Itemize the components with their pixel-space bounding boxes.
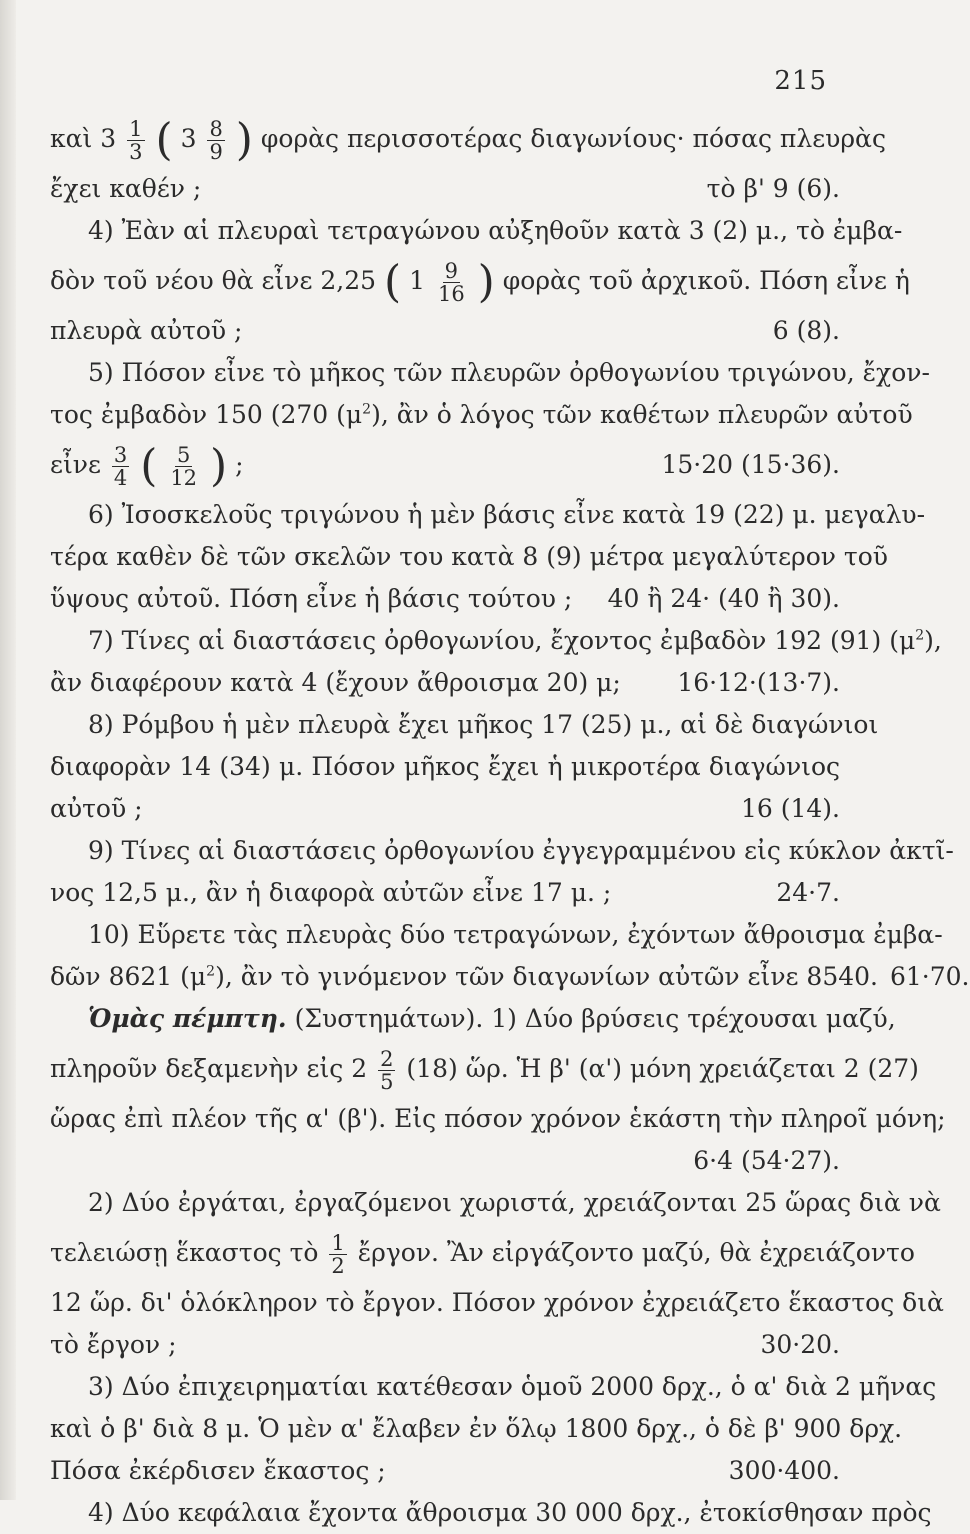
open-parenthesis: ( — [383, 256, 402, 308]
text-fragment: τος ἐμβαδὸν 150 (270 (μ — [50, 400, 363, 429]
close-parenthesis: ) — [210, 440, 228, 492]
line-text: τὸ ἔργον ; — [50, 1330, 177, 1359]
fraction-numerator: 1 — [331, 1231, 345, 1255]
fraction — [112, 444, 129, 489]
line-text: πλευρὰ αὐτοῦ ; — [50, 316, 243, 345]
text-line-19: 10) Εὕρετε τὰς πλευρὰς δύο τετραγώνων, ἐχόντων ἄθροισμα ἐμβα- — [88, 920, 943, 949]
section-heading: Ὁμὰς πέμπτη. — [88, 1004, 287, 1033]
text-line-1 — [50, 110, 886, 168]
line-text: Πόσα ἐκέρδισεν ἕκαστος ; — [50, 1456, 386, 1485]
text-fragment: ), ἂν τὸ γινόμενον τῶν διαγωνίων αὐτῶν εἶνε 8540. — [215, 962, 878, 991]
text-fragment: (18) ὥρ. Ἡ β' (α') μόνη χρειάζεται 2 (27) — [406, 1054, 919, 1083]
open-parenthesis: ( — [140, 440, 158, 492]
answer-text: 61·70. — [889, 962, 970, 991]
text-line-26 — [50, 1224, 915, 1282]
text-line-11 — [50, 578, 840, 620]
fraction-denominator: 2 — [331, 1254, 345, 1278]
text-line-30: καὶ ὁ β' διὰ 8 μ. Ὁ μὲν α' ἔλαβεν ἐν ὅλῳ 1800 δρχ., ὁ δὲ β' 900 δρχ. — [50, 1414, 903, 1443]
answer-text: 15·20 (15·36). — [661, 450, 840, 479]
text-line-32: 4) Δύο κεφάλαια ἔχοντα ἄθροισμα 30 000 δρχ., ἐτοκίσθησαν πρὸς — [88, 1498, 932, 1527]
text-line-8 — [50, 436, 840, 494]
text-line-24 — [50, 1140, 840, 1182]
superscript: 2 — [362, 401, 372, 418]
text-line-2 — [50, 168, 840, 210]
answer-text: 300·400. — [728, 1456, 840, 1485]
superscript: 2 — [915, 627, 925, 644]
text-fragment: 7) Τίνες αἱ διαστάσεις ὀρθογωνίου, ἔχοντος ἐμβαδὸν 192 (91) (μ — [88, 626, 916, 655]
page-body — [50, 110, 970, 1534]
answer-text: 30·20. — [760, 1330, 840, 1359]
fraction-denominator: 4 — [113, 466, 128, 490]
line-text: ἂν διαφέρουν κατὰ 4 (ἔχουν ἄθροισμα 20) μ; — [50, 668, 621, 697]
text-fragment: ἔργον. Ἂν εἰργάζοντο μαζύ, θὰ ἐχρειάζοντο — [357, 1238, 915, 1267]
text-line-10: τέρα καθὲν δὲ τῶν σκελῶν του κατὰ 8 (9) μέτρα μεγαλύτερον τοῦ — [50, 542, 889, 571]
text-line-28 — [50, 1324, 840, 1366]
text-line-17: 9) Τίνες αἱ διαστάσεις ὀρθογωνίου ἐγγεγραμμένου εἰς κύκλον ἀκτῖ- — [88, 836, 954, 865]
fraction-denominator: 16 — [437, 282, 465, 306]
fraction — [329, 1232, 346, 1277]
text-fragment: 3 — [180, 124, 197, 153]
text-line-4 — [50, 252, 910, 310]
text-fragment: εἶνε — [50, 450, 101, 479]
close-parenthesis: ) — [477, 256, 495, 308]
superscript: 2 — [206, 963, 216, 980]
answer-text: 16·12·(13·7). — [677, 668, 840, 697]
text-line-27: 12 ὥρ. δι' ὁλόκληρον τὸ ἔργον. Πόσον χρόνον ἐχρειάζετο ἕκαστος διὰ — [50, 1288, 944, 1317]
text-fragment: φορὰς τοῦ ἀρχικοῦ. Πόση εἶνε ἡ — [502, 266, 910, 295]
text-line-16 — [50, 788, 840, 830]
text-line-29: 3) Δύο ἐπιχειρηματίαι κατέθεσαν ὁμοῦ 2000 δρχ., ὁ α' διὰ 2 μῆνας — [88, 1372, 937, 1401]
answer-text: 24·7. — [776, 878, 840, 907]
text-line-22 — [50, 1040, 919, 1098]
text-fragment: δὸν τοῦ νέου θὰ εἶνε 2,25 — [50, 266, 377, 295]
fraction — [436, 260, 467, 305]
fraction-numerator: 2 — [380, 1047, 394, 1071]
text-line-14: 8) Ρόμβου ἡ μὲν πλευρὰ ἔχει μῆκος 17 (25) μ., αἱ δὲ διαγώνιοι — [88, 710, 879, 739]
fraction — [127, 118, 144, 163]
text-line-3: 4) Ἐὰν αἱ πλευραὶ τετραγώνου αὐξηθοῦν κατὰ 3 (2) μ., τὸ ἐμβα- — [88, 216, 903, 245]
text-fragment: 1 — [409, 266, 425, 295]
fraction-denominator: 9 — [209, 140, 223, 164]
text-line-18 — [50, 872, 840, 914]
fraction-denominator: 12 — [170, 466, 198, 490]
left-page-margin — [0, 0, 16, 1500]
line-text: ἔχει καθέν ; — [50, 174, 202, 203]
text-line-12 — [50, 620, 942, 662]
line-text: νος 12,5 μ., ἂν ἡ διαφορὰ αὐτῶν εἶνε 17 μ. ; — [50, 878, 612, 907]
answer-text: τὸ β' 9 (6). — [706, 174, 840, 203]
fraction-numerator: 9 — [444, 259, 458, 283]
text-fragment: ), — [924, 626, 942, 655]
text-line-25: 2) Δύο ἐργάται, ἐργαζόμενοι χωριστά, χρειάζονται 25 ὥρας διὰ νὰ — [88, 1188, 941, 1217]
text-line-7 — [50, 394, 913, 436]
fraction — [378, 1048, 395, 1093]
text-line-31 — [50, 1450, 840, 1492]
text-fragment: πληροῦν δεξαμενὴν εἰς 2 — [50, 1054, 368, 1083]
fraction-numerator: 1 — [129, 117, 143, 141]
text-fragment: φορὰς περισσοτέρας διαγωνίους· πόσας πλευρὰς — [260, 124, 886, 153]
text-fragment: (Συστημάτων). 1) Δύο βρύσεις τρέχουσαι μαζύ, — [294, 1004, 896, 1033]
fraction-numerator: 3 — [113, 443, 128, 467]
page-number: 215 — [774, 66, 827, 96]
fraction-numerator: 5 — [176, 443, 191, 467]
fraction-denominator: 5 — [380, 1070, 394, 1094]
line-text: αὐτοῦ ; — [50, 794, 143, 823]
fraction — [168, 444, 199, 489]
text-fragment: καὶ 3 — [50, 124, 117, 153]
answer-text: 16 (14). — [740, 794, 840, 823]
text-fragment: δῶν 8621 (μ — [50, 962, 207, 991]
text-fragment: ), ἂν ὁ λόγος τῶν καθέτων πλευρῶν αὐτοῦ — [371, 400, 913, 429]
open-parenthesis: ( — [155, 114, 173, 166]
fraction — [207, 118, 224, 163]
text-line-21 — [50, 998, 896, 1040]
answer-text: 6·4 (54·27). — [693, 1146, 840, 1175]
text-line-9: 6) Ἰσοσκελοῦς τριγώνου ἡ μὲν βάσις εἶνε κατὰ 19 (22) μ. μεγαλυ- — [88, 500, 926, 529]
fraction-denominator: 3 — [129, 140, 143, 164]
fraction-numerator: 8 — [209, 117, 223, 141]
answer-text: 40 ἢ 24· (40 ἢ 30). — [607, 584, 840, 613]
close-parenthesis: ) — [235, 114, 253, 166]
text-line-15: διαφορὰν 14 (34) μ. Πόσον μῆκος ἔχει ἡ μικροτέρα διαγώνιος — [50, 752, 840, 781]
text-line-20 — [50, 956, 970, 998]
text-line-5 — [50, 310, 840, 352]
text-line-23: ὥρας ἐπὶ πλέον τῆς α' (β'). Εἰς πόσον χρόνον ἑκάστη τὴν πληροῖ μόνη; — [50, 1104, 946, 1133]
answer-text: 6 (8). — [772, 316, 840, 345]
text-line-6: 5) Πόσον εἶνε τὸ μῆκος τῶν πλευρῶν ὀρθογωνίου τριγώνου, ἔχον- — [88, 358, 930, 387]
line-text: ὕψους αὐτοῦ. Πόση εἶνε ἡ βάσις τούτου ; — [50, 584, 573, 613]
text-fragment: τελειώσῃ ἕκαστος τὸ — [50, 1238, 319, 1267]
text-line-13 — [50, 662, 840, 704]
text-fragment: ; — [235, 450, 244, 479]
